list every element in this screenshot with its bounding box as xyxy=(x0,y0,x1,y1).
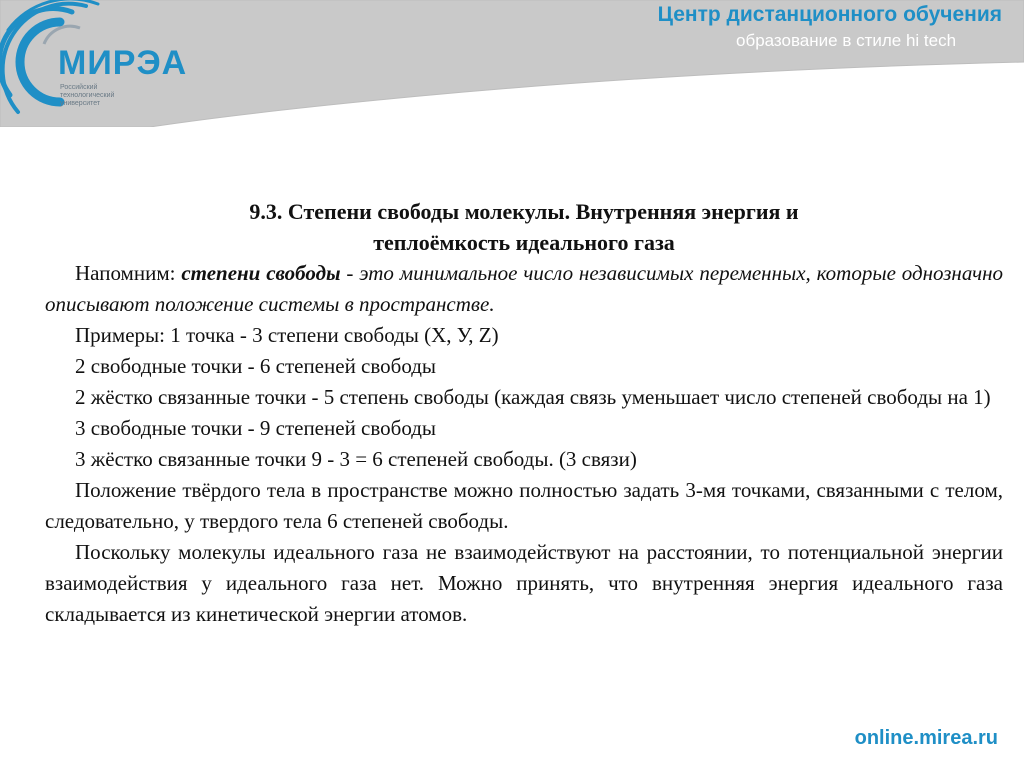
definition-lead: Напомним: xyxy=(75,261,182,285)
paragraph-two-free-points: 2 свободные точки - 6 степеней свободы xyxy=(75,354,437,378)
paragraph-definition xyxy=(45,258,1003,320)
paragraph-rigid-body: Положение твёрдого тела в пространстве можно полностью задать 3-мя точками, связанными с телом, следовательно, у твердого тела 6 степеней свободы. xyxy=(45,478,1003,533)
paragraph-three-free-points: 3 свободные точки - 9 степеней свободы xyxy=(75,416,437,440)
definition-term: степени свободы xyxy=(181,261,341,285)
paragraph-ideal-gas: Поскольку молекулы идеального газа не взаимодействуют на расстоянии, то потенциальной энергии взаимодействия у идеального газа нет. Можно принять, что внутренняя энергия идеального газа складывается из кинетической энергии атомов. xyxy=(45,540,1003,626)
slide-title-line-2: теплоёмкость идеального газа xyxy=(373,230,675,255)
slide-content xyxy=(45,196,1003,630)
logo-text: МИРЭА xyxy=(58,44,188,82)
paragraph-examples: Примеры: 1 точка - 3 степени свободы (X, У, Z) xyxy=(75,323,499,347)
definition-text: - это минимальное число независимых переменных, которые однозначно описывают положение системы в пространстве. xyxy=(45,261,1004,316)
logo-subtitle: Российский технологический университет xyxy=(60,84,115,107)
paragraph-three-rigid-points: 3 жёстко связанные точки 9 - 3 = 6 степеней свободы. (3 связи) xyxy=(75,447,637,471)
slide-title-line-1: 9.3. Степени свободы молекулы. Внутренняя энергия и xyxy=(249,199,799,224)
slide-title xyxy=(45,196,1003,258)
center-tagline: образование в стиле hi tech xyxy=(736,31,957,50)
header-band xyxy=(0,0,1024,127)
center-title: Центр дистанционного обучения xyxy=(657,3,1002,26)
footer-url: online.mirea.ru xyxy=(854,727,998,749)
paragraph-two-rigid-points: 2 жёстко связанные точки - 5 степень свободы (каждая связь уменьшает число степеней свободы на 1) xyxy=(75,385,991,409)
